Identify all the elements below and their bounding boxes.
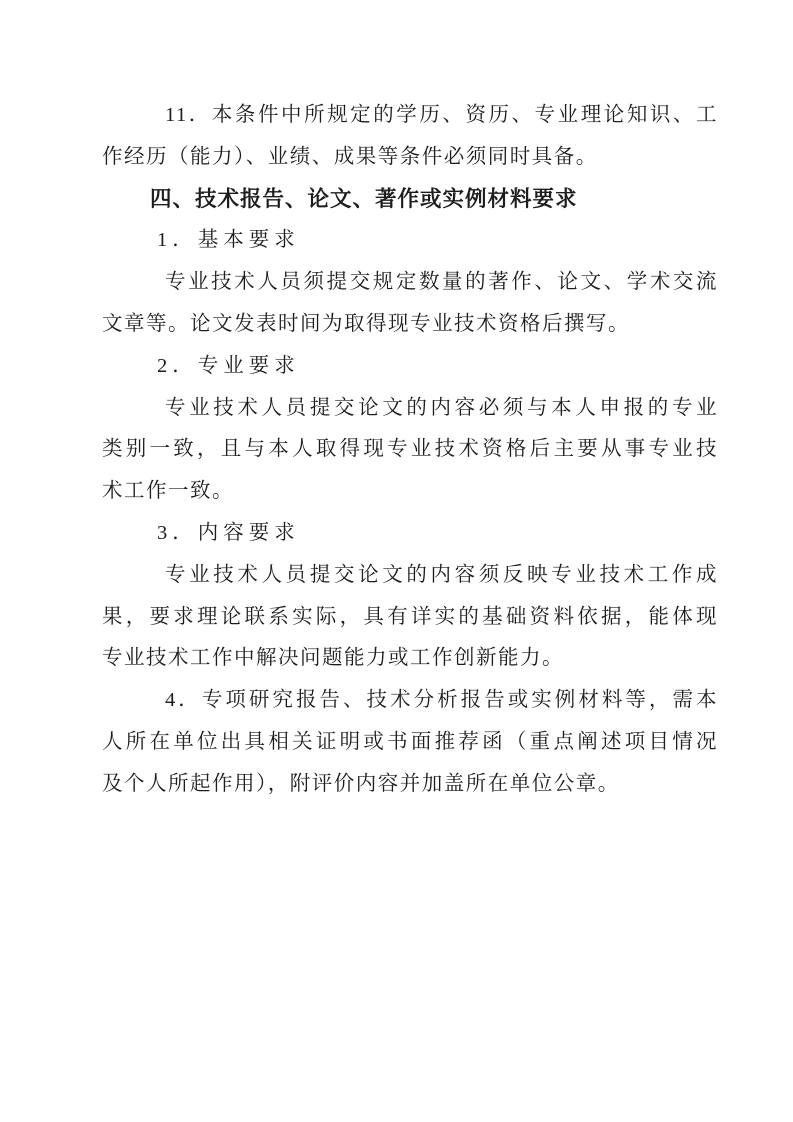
item-3-subheading <box>102 513 718 555</box>
text-line: 人所在单位出具相关证明或书面推荐函（重点阐述项目情况 <box>102 730 718 753</box>
subheading-line: 1．基本要求 <box>157 229 300 252</box>
text-line: 专业技术人员提交论文的内容须反映专业技术工作成 <box>165 563 718 586</box>
text-line: 及个人所起作用），附评价内容并加盖所在单位公章。 <box>102 772 620 795</box>
text-line: 文章等。论文发表时间为取得现专业技术资格后撰写。 <box>102 312 630 335</box>
item-4-paragraph <box>102 680 718 805</box>
item-3-paragraph <box>102 555 718 680</box>
heading-line: 四、技术报告、论文、著作或实例材料要求 <box>150 186 578 211</box>
item-2-subheading <box>102 346 718 388</box>
section-4-heading <box>102 179 718 221</box>
text-line: 专业技术人员提交论文的内容必须与本人申报的专业 <box>165 396 718 419</box>
text-line: 术工作一致。 <box>102 480 234 503</box>
text-line: 专业技术工作中解决问题能力或工作创新能力。 <box>102 647 564 670</box>
text-line: 作经历（能力）、业绩、成果等条件必须同时具备。 <box>102 145 598 168</box>
text-line: 果，要求理论联系实际，具有详实的基础资料依据，能体现 <box>102 605 718 628</box>
item-2-paragraph <box>102 388 718 513</box>
item-1-subheading <box>102 220 718 262</box>
text-line: 类别一致，且与本人取得现专业技术资格后主要从事专业技 <box>102 438 718 461</box>
document-body <box>102 95 718 806</box>
subheading-line: 3．内容要求 <box>157 521 300 544</box>
text-line: 专业技术人员须提交规定数量的著作、论文、学术交流 <box>165 271 718 294</box>
subheading-line: 2．专业要求 <box>157 354 300 377</box>
clause-11-paragraph <box>102 95 718 179</box>
text-line: 11．本条件中所规定的学历、资历、专业理论知识、工 <box>165 104 718 126</box>
text-line: 4．专项研究报告、技术分析报告或实例材料等，需本 <box>165 689 718 712</box>
item-1-paragraph <box>102 262 718 346</box>
